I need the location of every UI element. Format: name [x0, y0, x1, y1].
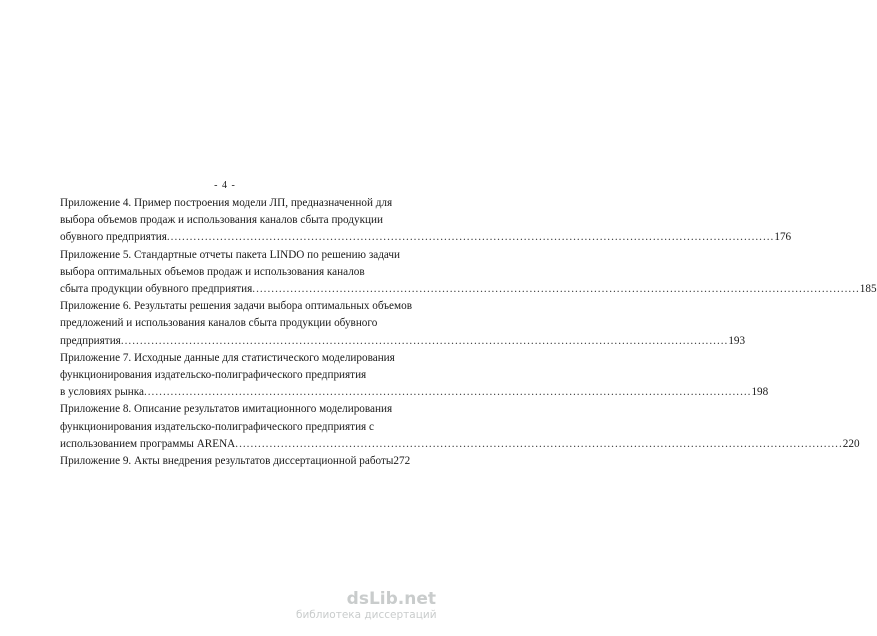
toc-line: Приложение 6. Результаты решения задачи выбора оптимальных объемов: [60, 300, 412, 313]
toc-entry: [60, 350, 769, 402]
watermark-subtitle: библиотека диссертаций: [296, 609, 437, 621]
toc-line: Приложение 8. Описание результатов имитационного моделирования: [60, 403, 393, 416]
toc-line: [60, 384, 769, 401]
toc-page-number: 220: [842, 437, 860, 450]
toc-page-number: 193: [728, 334, 746, 347]
toc-line: функционирования издательско-полиграфического предприятия: [60, 369, 367, 382]
toc-line-text: Приложение 9. Акты внедрения результатов диссертационной работы: [60, 455, 394, 468]
toc-line-text: использованием программы ARENA: [60, 437, 236, 450]
toc-entry: [60, 195, 792, 247]
toc-line: Приложение 5. Стандартные отчеты пакета LINDO по решению задачи: [60, 248, 401, 261]
toc-page-number: 198: [751, 386, 769, 399]
toc-entry: [60, 298, 746, 350]
toc-line-text: обувного предприятия: [60, 231, 167, 244]
toc-line: [60, 453, 411, 470]
toc-line-text: предприятия: [60, 334, 121, 347]
watermark-logo: dsLib.net: [346, 589, 436, 609]
toc-line: [60, 229, 792, 246]
toc-leader-dots: [121, 333, 729, 350]
toc-leader-dots: [167, 229, 775, 246]
toc-leader-dots: [144, 384, 752, 401]
toc-line: [60, 436, 860, 453]
toc-line: [60, 281, 877, 298]
toc-line: Приложение 4. Пример построения модели ЛП, предназначенной для: [60, 197, 393, 209]
toc-page-number: 176: [774, 231, 792, 244]
toc-page-number: 272: [393, 455, 411, 468]
toc-line: предложений и использования каналов сбыта продукции обувного: [60, 317, 378, 330]
toc-entry: [60, 247, 877, 299]
toc-line: Приложение 7. Исходные данные для статистического моделирования: [60, 351, 395, 364]
watermark: [296, 590, 436, 622]
toc-line: выбора объемов продаж и использования каналов сбыта продукции: [60, 214, 383, 227]
toc-leader-dots: [235, 436, 843, 453]
toc-line: [60, 333, 746, 350]
toc-entry: [60, 453, 411, 470]
table-of-contents: [60, 195, 877, 470]
toc-entry: [60, 401, 860, 453]
toc-line-text: сбыта продукции обувного предприятия: [60, 283, 253, 296]
toc-line-text: в условиях рынка: [60, 386, 144, 399]
page-number: - 4 -: [214, 180, 236, 191]
toc-page-number: 185: [859, 283, 877, 296]
toc-leader-dots: [252, 281, 860, 298]
toc-line: функционирования издательско-полиграфического предприятия с: [60, 420, 374, 433]
toc-line: выбора оптимальных объемов продаж и использования каналов: [60, 265, 365, 278]
